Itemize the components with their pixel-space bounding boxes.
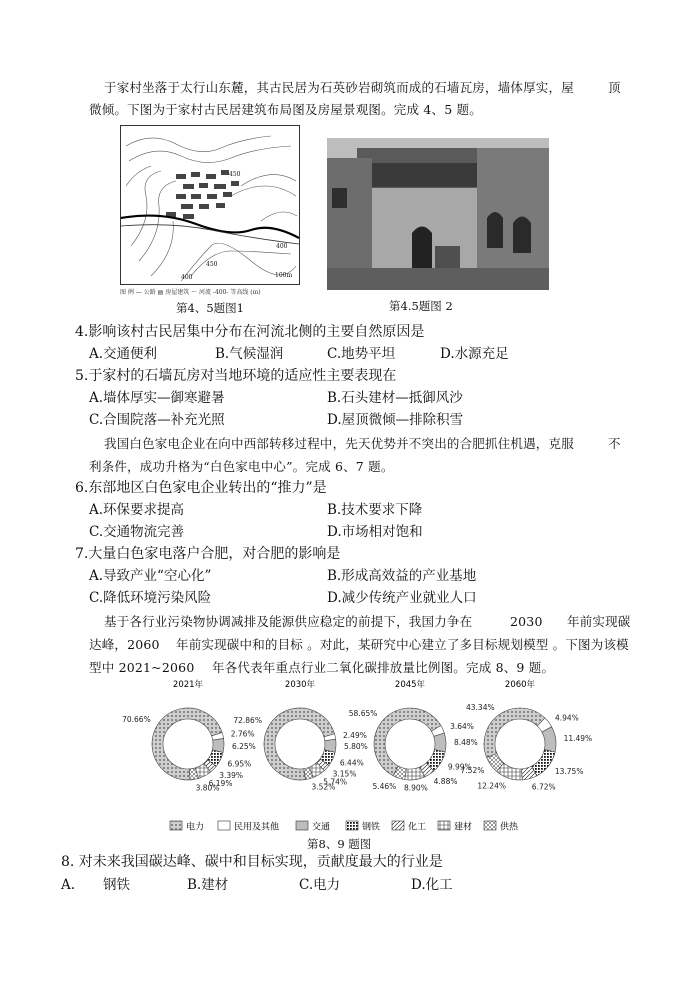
pie-title: 2021年 bbox=[172, 680, 204, 690]
question-7-option-c[interactable]: C.降低环境污染风险 bbox=[89, 590, 212, 606]
question-6-stem: 6.东部地区白色家电企业转出的“推力”是 bbox=[75, 480, 327, 496]
pie-label: 6.44% bbox=[339, 758, 364, 768]
pie-label: 3.64% bbox=[450, 721, 474, 731]
question-7-option-b[interactable]: B.形成高效益的产业基地 bbox=[327, 568, 477, 584]
question-8-stem: 8. 对未来我国碳达峰、碳中和目标实现，贡献度最大的行业是 bbox=[61, 854, 443, 870]
legend-label: 建材 bbox=[454, 822, 473, 833]
pie-slice-交通 bbox=[434, 733, 446, 752]
legend-swatch-钢铁 bbox=[346, 821, 358, 830]
question-4-option-b[interactable]: B.气候湿润 bbox=[215, 346, 284, 362]
figure-caption-2: 第4.5题图 2 bbox=[389, 299, 453, 313]
legend-swatch-民用及其他 bbox=[218, 821, 230, 830]
pie-title: 2045年 bbox=[394, 680, 426, 690]
pie-title: 2030年 bbox=[284, 680, 316, 690]
question-4-option-d[interactable]: D.水源充足 bbox=[440, 346, 509, 362]
intro2-line1-end: 不 bbox=[608, 436, 621, 451]
emission-pie-charts bbox=[122, 678, 593, 808]
legend-swatch-电力 bbox=[170, 821, 182, 830]
question-8-option-b[interactable]: B.建材 bbox=[187, 877, 229, 893]
question-7-stem: 7.大量白色家电落户合肥，对合肥的影响是 bbox=[75, 546, 341, 562]
intro3-line2a: 达峰，2060 bbox=[89, 637, 160, 652]
intro3-line3a: 型中 2021~2060 bbox=[89, 660, 195, 675]
chart-caption: 第8、9 题图 bbox=[307, 837, 372, 851]
intro3-line2b: 年前实现碳中和的目标 。对此，某研究中心建立了多目标规划模型 。下图为该模 bbox=[176, 637, 629, 652]
pie-slice-电力 bbox=[484, 708, 545, 758]
legend-label: 民用及其他 bbox=[234, 822, 280, 833]
pie-label: 3.52% bbox=[311, 782, 336, 792]
intro3-line1c: 年前实现碳 bbox=[567, 614, 631, 629]
pie-label: 11.49% bbox=[563, 733, 593, 743]
question-6-option-c[interactable]: C.交通物流完善 bbox=[89, 524, 185, 540]
chart-legend bbox=[170, 818, 570, 832]
question-5-stem: 5.于家村的石墙瓦房对当地环境的适应性主要表现在 bbox=[75, 368, 397, 384]
house-landscape-photo bbox=[327, 138, 549, 290]
pie-slice-交通 bbox=[542, 727, 556, 752]
question-4-option-a[interactable]: A.交通便利 bbox=[89, 346, 158, 362]
pie-label: 13.75% bbox=[554, 766, 584, 776]
legend-swatch-交通 bbox=[296, 821, 308, 830]
question-5-option-c[interactable]: C.合围院落—补充光照 bbox=[89, 412, 225, 428]
village-layout-map bbox=[120, 125, 300, 285]
question-6-option-a[interactable]: A.环保要求提高 bbox=[89, 502, 185, 518]
pie-label: 8.90% bbox=[403, 783, 428, 793]
pie-label: 12.24% bbox=[477, 781, 506, 791]
pie-label: 2.49% bbox=[343, 730, 367, 740]
pie-title: 2060年 bbox=[504, 680, 536, 690]
question-7-option-a[interactable]: A.导致产业“空心化” bbox=[89, 568, 212, 584]
map-scale: 100m bbox=[275, 272, 293, 279]
pie-label: 9.99% bbox=[447, 762, 472, 772]
pie-label: 4.94% bbox=[554, 713, 579, 723]
question-8-option-a-letter[interactable]: A. bbox=[61, 877, 76, 893]
legend-label: 交通 bbox=[312, 822, 331, 833]
pie-label: 43.34% bbox=[466, 702, 495, 712]
pie-label: 58.65% bbox=[348, 708, 378, 718]
legend-swatch-化工 bbox=[392, 821, 404, 830]
intro1-line1: 于家村坐落于太行山东麓，其古民居为石英砂岩砌筑而成的石墙瓦房，墙体厚实，屋 bbox=[104, 80, 574, 95]
intro1-line1-end: 顶 bbox=[608, 80, 621, 95]
pie-label: 5.46% bbox=[372, 781, 397, 791]
intro3-line1a: 基于各行业污染物协调减排及能源供应稳定的前提下，我国力争在 bbox=[104, 614, 473, 629]
question-5-option-b[interactable]: B.石头建材—抵御风沙 bbox=[327, 390, 463, 406]
question-5-option-a[interactable]: A.墙体厚实—御寒避暑 bbox=[89, 390, 225, 406]
pie-label: 7.52% bbox=[460, 765, 485, 775]
pie-label: 6.72% bbox=[531, 782, 556, 792]
intro3-line3b: 年各代表年重点行业二氧化碳排放量比例图。完成 8、9 题。 bbox=[212, 660, 555, 675]
pie-label: 5.80% bbox=[343, 742, 368, 752]
intro2-line1: 我国白色家电企业在向中西部转移过程中，先天优势并不突出的合肥抓住机遇，克服 bbox=[104, 436, 574, 451]
contour-label-4: 400 bbox=[181, 274, 193, 281]
legend-label: 钢铁 bbox=[362, 822, 381, 833]
pie-label: 3.39% bbox=[219, 770, 244, 780]
legend-swatches bbox=[170, 819, 570, 833]
question-8-option-a[interactable]: 钢铁 bbox=[103, 877, 130, 893]
pie-label: 6.95% bbox=[227, 759, 252, 769]
pie-slice-钢铁 bbox=[532, 750, 555, 776]
question-8-option-c[interactable]: C.电力 bbox=[299, 877, 341, 893]
question-6-option-b[interactable]: B.技术要求下降 bbox=[327, 502, 423, 518]
question-4-option-c[interactable]: C.地势平坦 bbox=[327, 346, 396, 362]
legend-label: 供热 bbox=[500, 822, 519, 833]
legend-swatch-建材 bbox=[438, 821, 450, 830]
pie-label: 70.66% bbox=[122, 714, 151, 724]
contour-label-1: 450 bbox=[229, 171, 241, 178]
intro1-line2: 微倾。下图为于家村古民居建筑布局图及房屋景观图。完成 4、5 题。 bbox=[89, 102, 482, 117]
pie-label: 8.48% bbox=[453, 738, 478, 748]
pie-label: 5.74% bbox=[323, 777, 348, 787]
emission-charts bbox=[122, 678, 593, 808]
pie-label: 2.76% bbox=[230, 729, 255, 739]
courtyard-photo-drawing bbox=[327, 138, 549, 290]
legend-swatch-供热 bbox=[484, 821, 496, 830]
pie-label: 3.80% bbox=[195, 783, 220, 793]
contour-label-3: 450 bbox=[206, 261, 218, 268]
legend-label: 电力 bbox=[186, 822, 205, 833]
pie-label: 3.15% bbox=[332, 769, 357, 779]
intro3-line1b: 2030 bbox=[510, 614, 543, 629]
pie-label: 4.88% bbox=[433, 777, 458, 787]
pie-label: 72.86% bbox=[233, 715, 262, 725]
question-7-option-d[interactable]: D.减少传统产业就业人口 bbox=[327, 590, 477, 606]
legend-label: 化工 bbox=[408, 822, 427, 833]
question-6-option-d[interactable]: D.市场相对饱和 bbox=[327, 524, 423, 540]
question-8-option-d[interactable]: D.化工 bbox=[411, 877, 453, 893]
contour-label-2: 400 bbox=[276, 243, 288, 250]
figure-caption-1: 第4、5题图1 bbox=[176, 301, 244, 315]
pie-label: 6.25% bbox=[231, 741, 256, 751]
intro2-line2: 利条件，成功升格为“白色家电中心”。完成 6、7 题。 bbox=[89, 459, 394, 474]
question-5-option-d[interactable]: D.屋顶微倾—排除积雪 bbox=[327, 412, 464, 428]
pie-label: 6.19% bbox=[208, 778, 233, 788]
map-legend: 图 例 — 公路 ▤ 房屋建筑 ～ 河流 -400- 等高线 (m) bbox=[120, 289, 261, 296]
question-4-stem: 4.影响该村古民居集中分布在河流北侧的主要自然原因是 bbox=[75, 324, 425, 340]
